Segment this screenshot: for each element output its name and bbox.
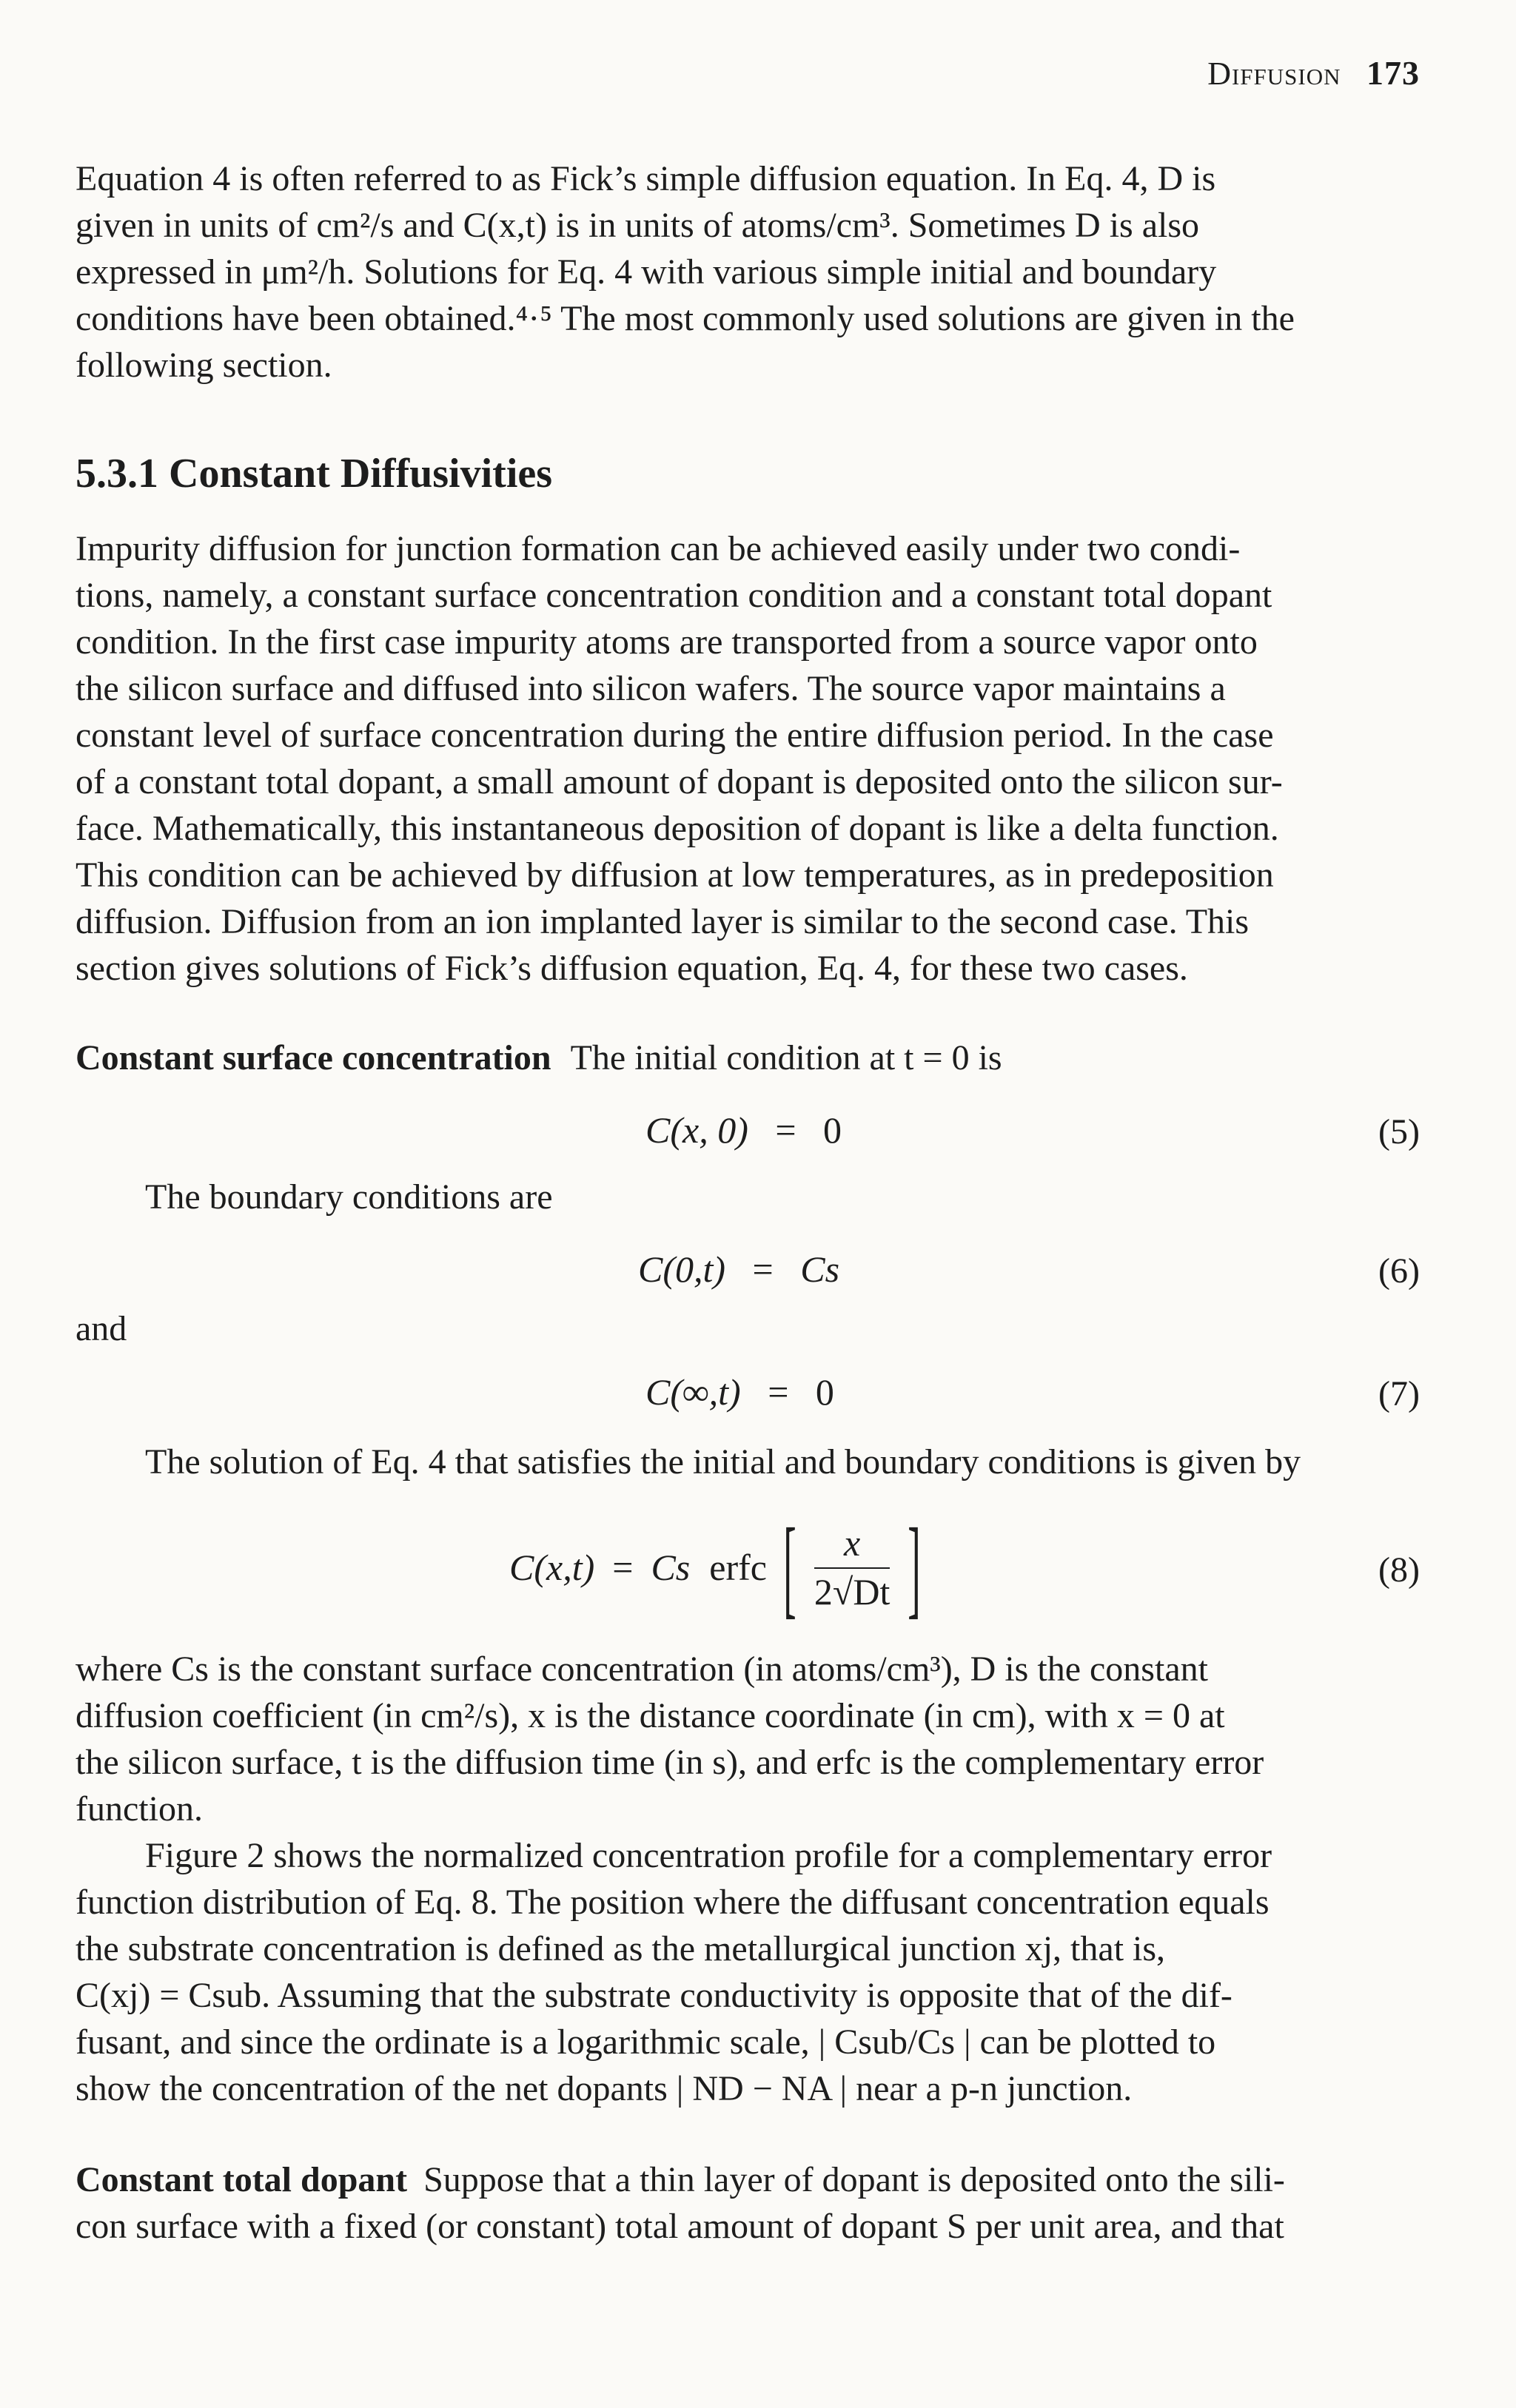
equation-8: [509, 1501, 933, 1634]
equation-rhs: 0: [815, 1371, 834, 1413]
equation-rhs: 0: [823, 1109, 842, 1151]
text-line: fusant, and since the ordinate is a logarithmic scale, | Csub/Cs | can be plotted to: [76, 2022, 1216, 2062]
text-line: constant level of surface concentration during the entire diffusion period. In the case: [76, 716, 1274, 755]
text-line: This condition can be achieved by diffusion at low temperatures, as in predeposition: [76, 855, 1274, 895]
text-line: function.: [76, 1789, 203, 1829]
equation-7: [645, 1371, 834, 1413]
equation-number: (5): [1378, 1112, 1420, 1151]
equation-6: [638, 1248, 839, 1291]
equation-number: (8): [1378, 1550, 1420, 1590]
erfc-function: erfc: [709, 1547, 767, 1588]
text-line: condition. In the first case impurity atoms are transported from a source vapor onto: [76, 622, 1258, 662]
equation-operator: =: [612, 1547, 634, 1588]
running-head-section: Diffusion: [1207, 56, 1341, 92]
equation-lhs: C(x,t): [509, 1547, 595, 1588]
text-line: con surface with a fixed (or constant) total amount of dopant S per unit area, and that: [76, 2207, 1284, 2246]
text-line: given in units of cm²/s and C(x,t) is in units of atoms/cm³. Sometimes D is also: [76, 206, 1200, 245]
text-line: the substrate concentration is defined as the metallurgical junction xj, that is,: [76, 1929, 1166, 1968]
text-line: Impurity diffusion for junction formation can be achieved easily under two condi-: [76, 529, 1241, 568]
equation-number: (7): [1378, 1374, 1420, 1413]
text-line: section gives solutions of Fick’s diffusion equation, Eq. 4, for these two cases.: [76, 949, 1188, 988]
text-line: [76, 2156, 1420, 2203]
text-span: Suppose that a thin layer of dopant is deposited onto the sili-: [423, 2160, 1285, 2199]
equation-operator: =: [752, 1248, 774, 1290]
constant-surface-concentration-line: [76, 1037, 1420, 1078]
and-text: and: [76, 1309, 127, 1348]
denominator: 2√Dt: [814, 1571, 891, 1612]
equation-operator: =: [775, 1109, 796, 1151]
equation-lhs: C(∞,t): [645, 1371, 741, 1413]
running-head: [1207, 53, 1420, 93]
equation-lhs: C(x, 0): [645, 1109, 748, 1151]
text-line: Figure 2 shows the normalized concentration profile for a complementary error: [145, 1836, 1272, 1875]
surface-concentration-symbol: Cs: [651, 1547, 691, 1588]
text-line: C(xj) = Csub. Assuming that the substrate conductivity is opposite that of the dif-: [76, 1976, 1232, 2015]
page-number: 173: [1366, 54, 1420, 92]
text-line: function distribution of Eq. 8. The position where the diffusant concentration equals: [76, 1883, 1270, 1922]
equation-5: [645, 1109, 842, 1151]
text-line: following section.: [76, 346, 332, 385]
constant-diffusivities-paragraph: [76, 525, 1420, 992]
text-line: diffusion. Diffusion from an ion implanted layer is similar to the second case. This: [76, 902, 1250, 941]
fraction: [814, 1521, 890, 1613]
equation-operator: =: [768, 1371, 789, 1413]
equation-lhs: C(0,t): [638, 1248, 726, 1290]
text-line: of a constant total dopant, a small amount of dopant is deposited onto the silicon sur-: [76, 762, 1283, 801]
initial-condition-text: The initial condition at t = 0 is: [570, 1038, 1002, 1077]
text-line: expressed in μm²/h. Solutions for Eq. 4 with various simple initial and boundary: [76, 252, 1217, 292]
text-line: the silicon surface and diffused into silicon wafers. The source vapor maintains a: [76, 669, 1226, 708]
solution-text: The solution of Eq. 4 that satisfies the initial and boundary conditions is given by: [145, 1442, 1301, 1482]
intro-paragraph: [76, 155, 1420, 389]
text-line: the silicon surface, t is the diffusion time (in s), and erfc is the complementary error: [76, 1743, 1264, 1782]
text-line: conditions have been obtained.⁴·⁵ The most commonly used solutions are given in the: [76, 299, 1295, 338]
text-line: diffusion coefficient (in cm²/s), x is the distance coordinate (in cm), with x = 0 at: [76, 1696, 1225, 1735]
text-line: tions, namely, a constant surface concentration condition and a constant total dopant: [76, 576, 1272, 615]
figure-2-paragraph: [76, 1832, 1420, 2112]
text-line: where Cs is the constant surface concentration (in atoms/cm³), D is the constant: [76, 1649, 1208, 1689]
text-line: Equation 4 is often referred to as Fick’s simple diffusion equation. In Eq. 4, D is: [76, 159, 1216, 198]
text-line: show the concentration of the net dopants | ND − NA | near a p-n junction.: [76, 2069, 1133, 2108]
equation-rhs: Cs: [800, 1248, 840, 1290]
section-heading: 5.3.1 Constant Diffusivities: [76, 451, 553, 497]
equation-number: (6): [1378, 1251, 1420, 1291]
run-in-heading: Constant total dopant: [76, 2160, 408, 2199]
definitions-paragraph: [76, 1646, 1420, 1832]
boundary-conditions-text: The boundary conditions are: [145, 1177, 553, 1217]
numerator: x: [814, 1521, 890, 1569]
text-line: face. Mathematically, this instantaneous deposition of dopant is like a delta function.: [76, 809, 1279, 848]
left-bracket: [: [783, 1506, 796, 1629]
right-bracket: ]: [908, 1506, 922, 1629]
run-in-heading: Constant surface concentration: [76, 1038, 551, 1077]
constant-total-dopant-paragraph: [76, 2156, 1420, 2250]
